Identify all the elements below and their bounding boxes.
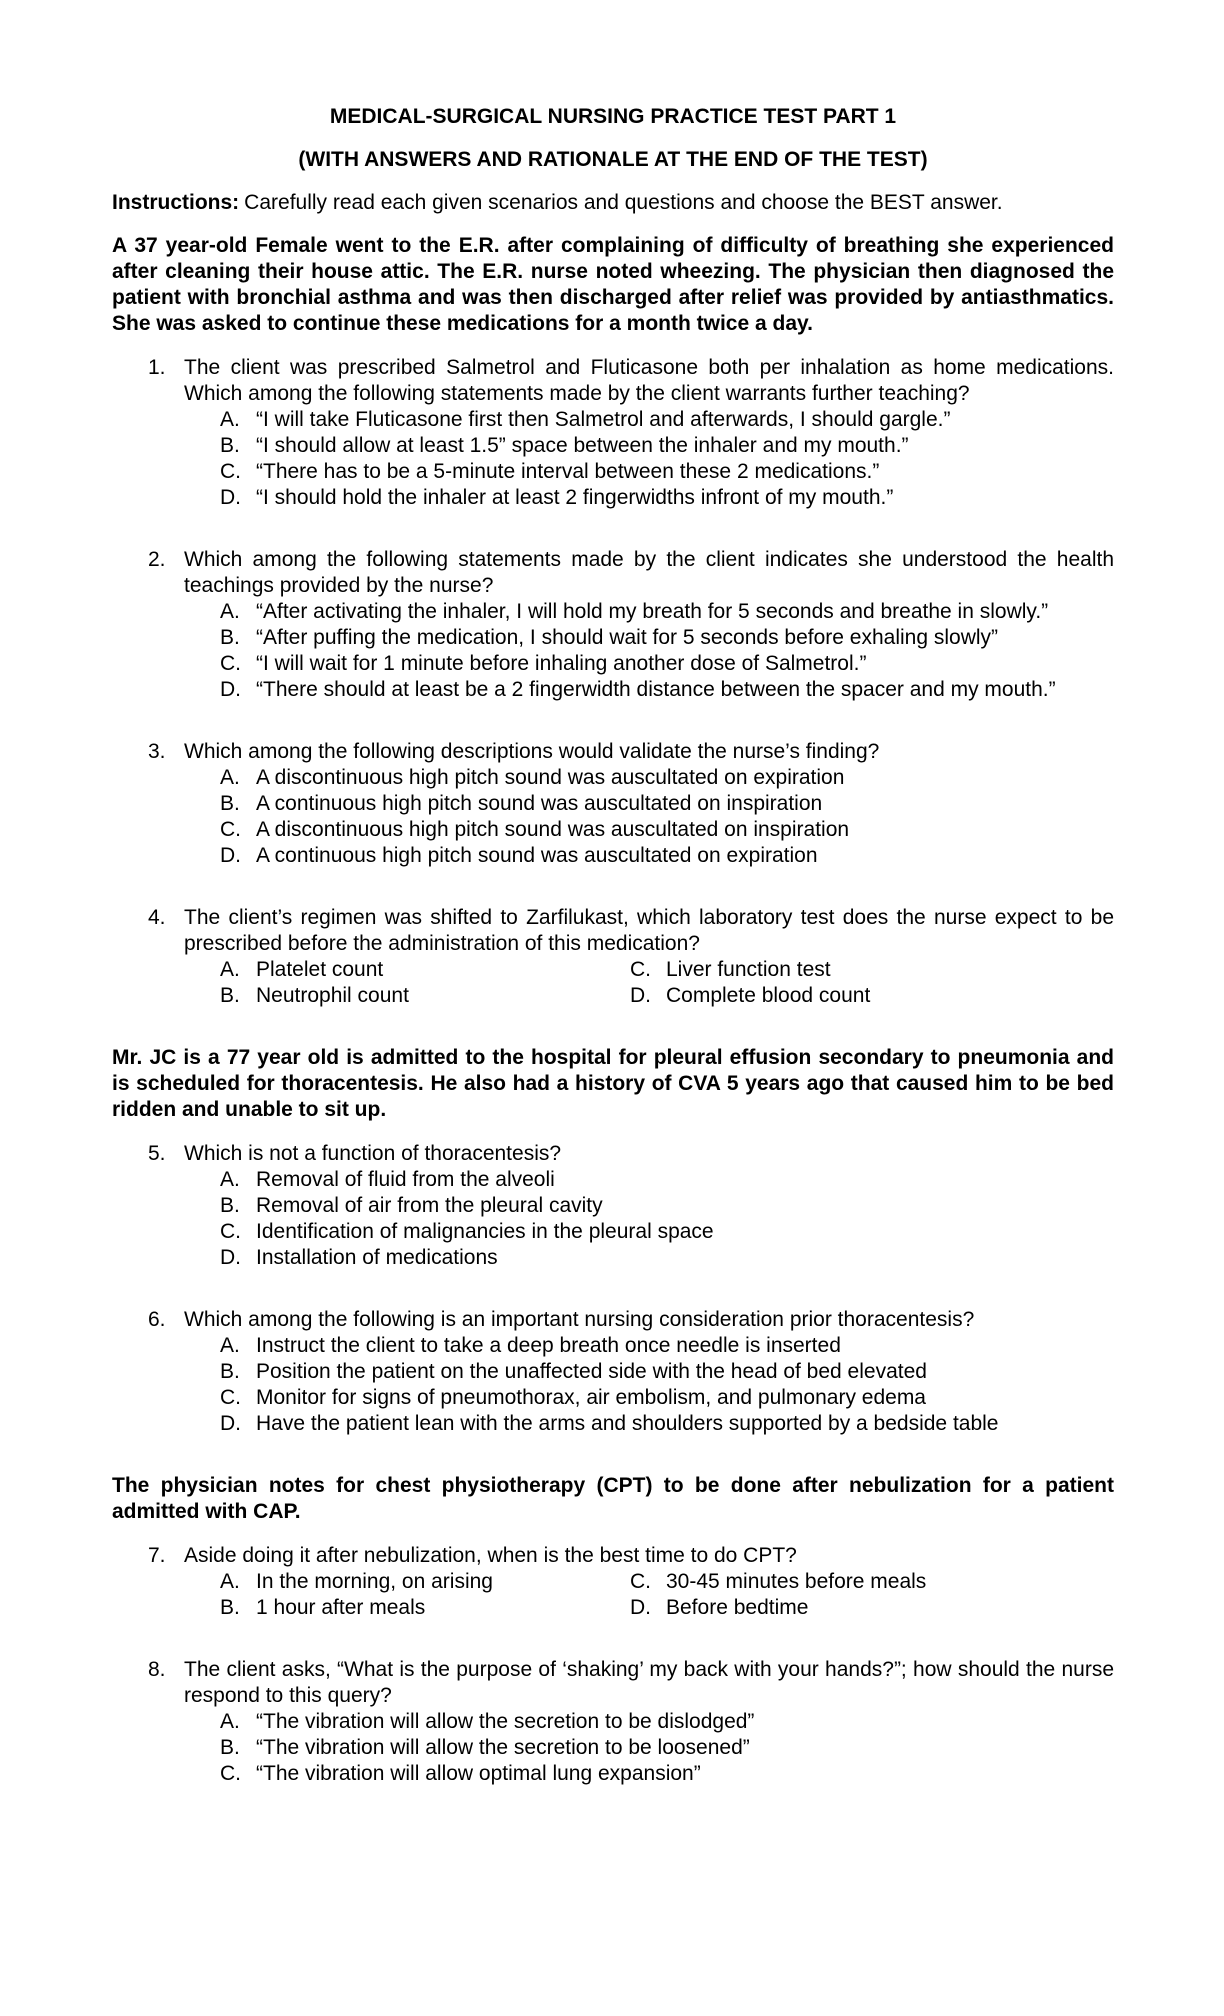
option-a [220, 957, 630, 983]
option-a [220, 1709, 1114, 1735]
option-text: Before bedtime [666, 1596, 809, 1619]
option-a [220, 599, 1114, 625]
options-list [184, 1333, 1114, 1437]
option-letter: B. [220, 1194, 240, 1217]
question-number: 6. [148, 1308, 166, 1331]
option-letter: A. [220, 958, 240, 981]
question-number: 4. [148, 906, 166, 929]
question-6 [112, 1307, 1114, 1437]
option-text: “I should hold the inhaler at least 2 fingerwidths infront of my mouth.” [256, 486, 894, 509]
option-a [220, 1333, 1114, 1359]
option-d [220, 485, 1114, 511]
option-letter: C. [220, 1762, 241, 1785]
question-text: The client was prescribed Salmetrol and Fluticasone both per inhalation as home medications. Which among the following statements made by the client warrants further teaching? [184, 356, 1114, 405]
option-b [220, 1735, 1114, 1761]
option-a [220, 407, 1114, 433]
option-letter: B. [220, 434, 240, 457]
question-body [184, 1141, 1114, 1271]
option-letter: A. [220, 600, 240, 623]
scenario-paragraph: A 37 year-old Female went to the E.R. after complaining of difficulty of breathing she experienced after cleaning their house attic. The E.R. nurse noted wheezing. The physician then diagnosed the patient with bronchial asthma and was then discharged after relief was provided by antiasthmatics. She was asked to continue these medications for a month twice a day. [112, 234, 1114, 335]
question-body [184, 1657, 1114, 1787]
content-blocks [112, 233, 1114, 1787]
option-c [630, 1569, 1114, 1595]
question-body [184, 355, 1114, 511]
option-text: Have the patient lean with the arms and shoulders supported by a bedside table [256, 1412, 999, 1435]
option-letter: D. [220, 678, 241, 701]
question-text: Which among the following is an important nursing consideration prior thoracentesis? [184, 1308, 975, 1331]
option-text: “The vibration will allow the secretion to be dislodged” [256, 1710, 755, 1733]
question-text: The client’s regimen was shifted to Zarfilukast, which laboratory test does the nurse expect to be prescribed before the administration of this medication? [184, 906, 1114, 955]
option-text: In the morning, on arising [256, 1570, 493, 1593]
scenario-paragraph: Mr. JC is a 77 year old is admitted to the hospital for pleural effusion secondary to pneumonia and is scheduled for thoracentesis. He also had a history of CVA 5 years ago that caused him to be bed ridden and unable to sit up. [112, 1046, 1114, 1121]
option-text: Neutrophil count [256, 984, 409, 1007]
option-letter: C. [220, 1386, 241, 1409]
option-text: “I should allow at least 1.5” space between the inhaler and my mouth.” [256, 434, 909, 457]
option-text: Platelet count [256, 958, 384, 981]
document-subtitle: (WITH ANSWERS AND RATIONALE AT THE END OF THE TEST) [298, 148, 928, 171]
option-b [220, 1359, 1114, 1385]
question-7 [112, 1543, 1114, 1621]
option-text: “After puffing the medication, I should wait for 5 seconds before exhaling slowly” [256, 626, 999, 649]
option-text: Position the patient on the unaffected side with the head of bed elevated [256, 1360, 927, 1383]
option-text: 30-45 minutes before meals [666, 1570, 927, 1593]
option-text: “I will wait for 1 minute before inhaling another dose of Salmetrol.” [256, 652, 867, 675]
option-d [220, 1411, 1114, 1437]
option-letter: C. [220, 1220, 241, 1243]
option-d [220, 1245, 1114, 1271]
option-text: “There has to be a 5-minute interval between these 2 medications.” [256, 460, 880, 483]
question-body [184, 1543, 1114, 1621]
option-letter: C. [220, 460, 241, 483]
option-text: A discontinuous high pitch sound was auscultated on inspiration [256, 818, 850, 841]
option-letter: B. [220, 984, 240, 1007]
option-text: “After activating the inhaler, I will hold my breath for 5 seconds and breathe in slowly.” [256, 600, 1049, 623]
option-text: “The vibration will allow the secretion to be loosened” [256, 1736, 750, 1759]
option-b [220, 1193, 1114, 1219]
question-number: 3. [148, 740, 166, 763]
question-body [184, 1307, 1114, 1437]
option-c [220, 1219, 1114, 1245]
option-letter: B. [220, 1736, 240, 1759]
option-letter: A. [220, 1570, 240, 1593]
option-letter: A. [220, 766, 240, 789]
option-letter: A. [220, 1334, 240, 1357]
document-title: MEDICAL-SURGICAL NURSING PRACTICE TEST PART 1 [329, 105, 897, 128]
question-3 [112, 739, 1114, 869]
option-c [630, 957, 1114, 983]
option-c [220, 817, 1114, 843]
option-c [220, 459, 1114, 485]
option-letter: C. [220, 652, 241, 675]
option-letter: B. [220, 1596, 240, 1619]
question-1 [112, 355, 1114, 511]
scenario-paragraph: The physician notes for chest physiotherapy (CPT) to be done after nebulization for a patient admitted with CAP. [112, 1474, 1114, 1523]
options-two-column [220, 1569, 1114, 1621]
question-4 [112, 905, 1114, 1009]
instructions-text: Carefully read each given scenarios and questions and choose the BEST answer. [244, 191, 1003, 214]
question-text: Which is not a function of thoracentesis? [184, 1142, 562, 1165]
option-a [220, 1167, 1114, 1193]
option-letter: C. [220, 818, 241, 841]
options-list [184, 599, 1114, 703]
options-list [184, 765, 1114, 869]
question-number: 1. [148, 356, 166, 379]
question-text: Aside doing it after nebulization, when is the best time to do CPT? [184, 1544, 797, 1567]
option-text: “I will take Fluticasone first then Salmetrol and afterwards, I should gargle.” [256, 408, 951, 431]
option-a [220, 1569, 630, 1595]
options-two-column [220, 957, 1114, 1009]
question-number: 8. [148, 1658, 166, 1681]
question-number: 7. [148, 1544, 166, 1567]
option-c [220, 1385, 1114, 1411]
option-text: Liver function test [666, 958, 831, 981]
option-letter: D. [220, 1246, 241, 1269]
option-b [220, 1595, 630, 1621]
option-text: A continuous high pitch sound was auscultated on expiration [256, 844, 818, 867]
option-text: Complete blood count [666, 984, 871, 1007]
question-8 [112, 1657, 1114, 1787]
instructions-line [112, 190, 1114, 216]
option-d [630, 983, 1114, 1009]
option-letter: B. [220, 792, 240, 815]
option-letter: D. [630, 984, 651, 1007]
question-body [184, 547, 1114, 703]
option-text: A discontinuous high pitch sound was auscultated on expiration [256, 766, 845, 789]
option-d [220, 843, 1114, 869]
question-2 [112, 547, 1114, 703]
option-b [220, 433, 1114, 459]
options-list [184, 1709, 1114, 1787]
question-text: The client asks, “What is the purpose of ‘shaking’ my back with your hands?”; how should the nurse respond to this query? [184, 1658, 1114, 1707]
option-d [220, 677, 1114, 703]
question-body [184, 905, 1114, 1009]
question-text: Which among the following descriptions would validate the nurse’s finding? [184, 740, 880, 763]
option-text: Removal of fluid from the alveoli [256, 1168, 555, 1191]
option-text: “There should at least be a 2 fingerwidth distance between the spacer and my mouth.” [256, 678, 1056, 701]
option-text: “The vibration will allow optimal lung expansion” [256, 1762, 701, 1785]
option-text: Removal of air from the pleural cavity [256, 1194, 603, 1217]
option-b [220, 791, 1114, 817]
option-text: Installation of medications [256, 1246, 498, 1269]
option-text: 1 hour after meals [256, 1596, 426, 1619]
question-number: 2. [148, 548, 166, 571]
option-b [220, 983, 630, 1009]
question-body [184, 739, 1114, 869]
option-text: Identification of malignancies in the pleural space [256, 1220, 714, 1243]
question-text: Which among the following statements made by the client indicates she understood the health teachings provided by the nurse? [184, 548, 1114, 597]
option-text: A continuous high pitch sound was auscultated on inspiration [256, 792, 823, 815]
option-letter: D. [220, 486, 241, 509]
option-letter: C. [630, 958, 651, 981]
option-letter: D. [220, 1412, 241, 1435]
option-letter: B. [220, 1360, 240, 1383]
option-letter: C. [630, 1570, 651, 1593]
option-text: Monitor for signs of pneumothorax, air embolism, and pulmonary edema [256, 1386, 926, 1409]
option-b [220, 625, 1114, 651]
option-letter: D. [630, 1596, 651, 1619]
options-list [184, 1167, 1114, 1271]
question-number: 5. [148, 1142, 166, 1165]
option-d [630, 1595, 1114, 1621]
option-letter: A. [220, 1168, 240, 1191]
option-letter: A. [220, 1710, 240, 1733]
option-a [220, 765, 1114, 791]
option-letter: A. [220, 408, 240, 431]
instructions-label: Instructions: [112, 191, 240, 214]
option-letter: D. [220, 844, 241, 867]
options-list [184, 407, 1114, 511]
option-letter: B. [220, 626, 240, 649]
option-c [220, 1761, 1114, 1787]
question-5 [112, 1141, 1114, 1271]
option-text: Instruct the client to take a deep breath once needle is inserted [256, 1334, 841, 1357]
option-c [220, 651, 1114, 677]
